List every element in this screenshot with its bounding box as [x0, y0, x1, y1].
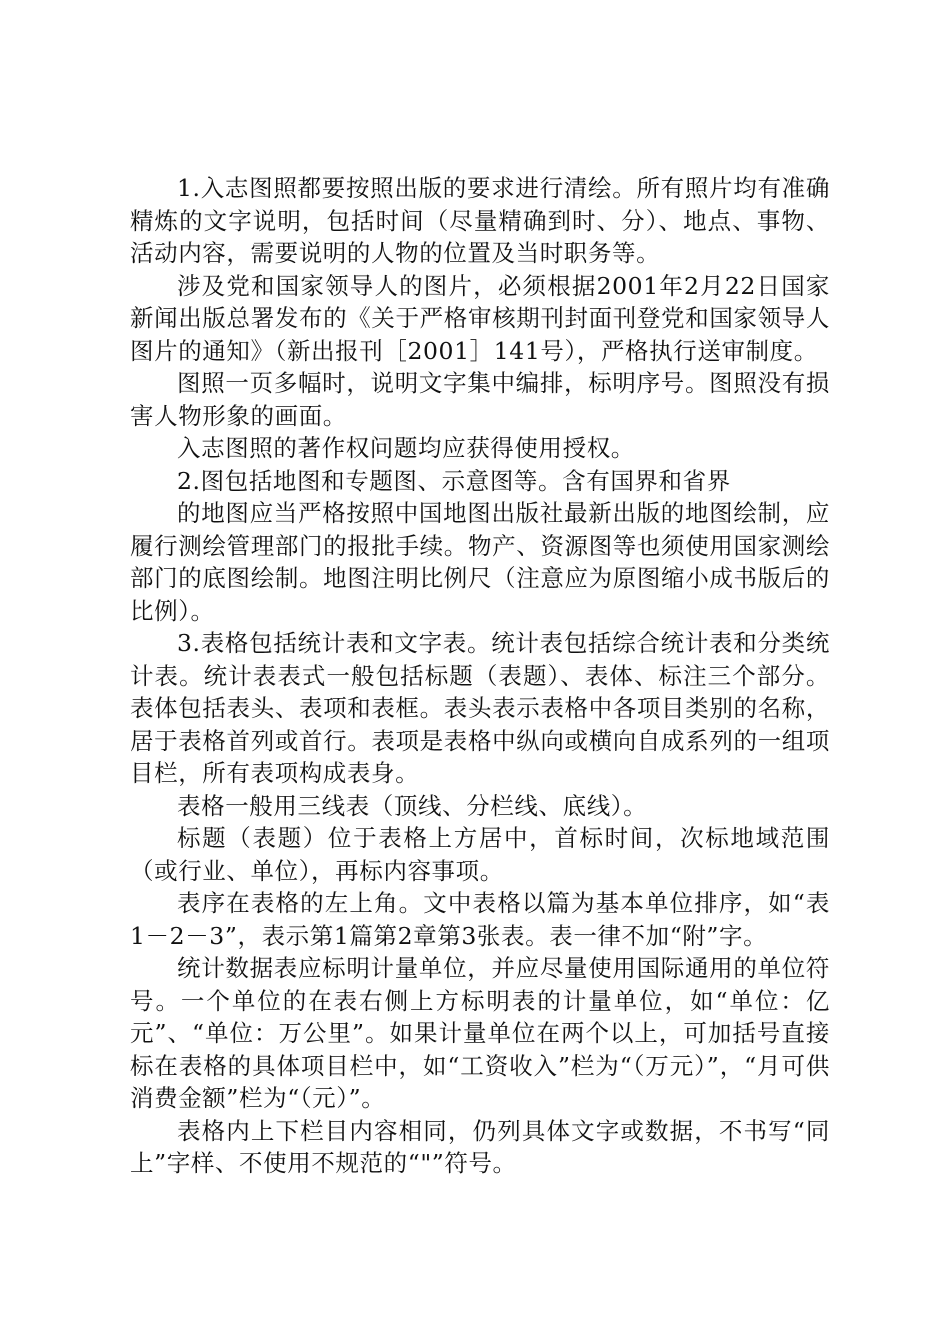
- document-body: [130, 172, 830, 1180]
- paragraph-table-title: 标题（表题）位于表格上方居中，首标时间，次标地域范围（或行业、单位），再标内容事项。: [130, 824, 830, 885]
- paragraph-three-line-table: 表格一般用三线表（顶线、分栏线、底线）。: [177, 791, 648, 820]
- paragraph-units: 统计数据表应标明计量单位，并应尽量使用国际通用的单位符号。一个单位的在表右侧上方标明表的计量单位，如“单位：亿元”、“单位：万公里”。如果计量单位在两个以上，可加括号直接标在表格的具体项目栏中，如“工资收入”栏为“（万元）”，“月可供消费金额”栏为“（元）”。: [130, 954, 830, 1112]
- paragraph-tables-intro: 3.表格包括统计表和文字表。统计表包括综合统计表和分类统计表。统计表表式一般包括标题（表题）、表体、标注三个部分。表体包括表头、表项和表框。表头表示表格中各项目类别的名称，居于表格首列或首行。表项是表格中纵向或横向自成系列的一组项目栏，所有表项构成表身。: [130, 629, 830, 787]
- paragraph-photo-requirements: 1.入志图照都要按照出版的要求进行清绘。所有照片均有准确精炼的文字说明，包括时间（尽量精确到时、分）、地点、事物、活动内容，需要说明的人物的位置及当时职务等。: [130, 174, 830, 267]
- paragraph-maps-intro: 2.图包括地图和专题图、示意图等。含有国界和省界: [177, 466, 731, 495]
- paragraph-table-numbering: 表序在表格的左上角。文中表格以篇为基本单位排序，如“表1－2－3”，表示第1篇第2章第3张表。表一律不加“附”字。: [130, 889, 830, 950]
- paragraph-maps-detail: 的地图应当严格按照中国地图出版社最新出版的地图绘制，应履行测绘管理部门的报批手续。物产、资源图等也须使用国家测绘部门的底图绘制。地图注明比例尺（注意应为原图缩小成书版后的比例）。: [130, 499, 830, 625]
- paragraph-same-content: 表格内上下栏目内容相同，仍列具体文字或数据，不书写“同上”字样、不使用不规范的“"”符号。: [130, 1116, 830, 1177]
- paragraph-leader-images: 涉及党和国家领导人的图片，必须根据2001年2月22日国家新闻出版总署发布的《关于严格审核期刊封面刊登党和国家领导人图片的通知》（新出报刊［2001］141号），严格执行送审制度。: [130, 271, 830, 365]
- paragraph-multi-photo-page: 图照一页多幅时，说明文字集中编排，标明序号。图照没有损害人物形象的画面。: [130, 369, 830, 430]
- paragraph-copyright: 入志图照的著作权问题均应获得使用授权。: [177, 434, 635, 462]
